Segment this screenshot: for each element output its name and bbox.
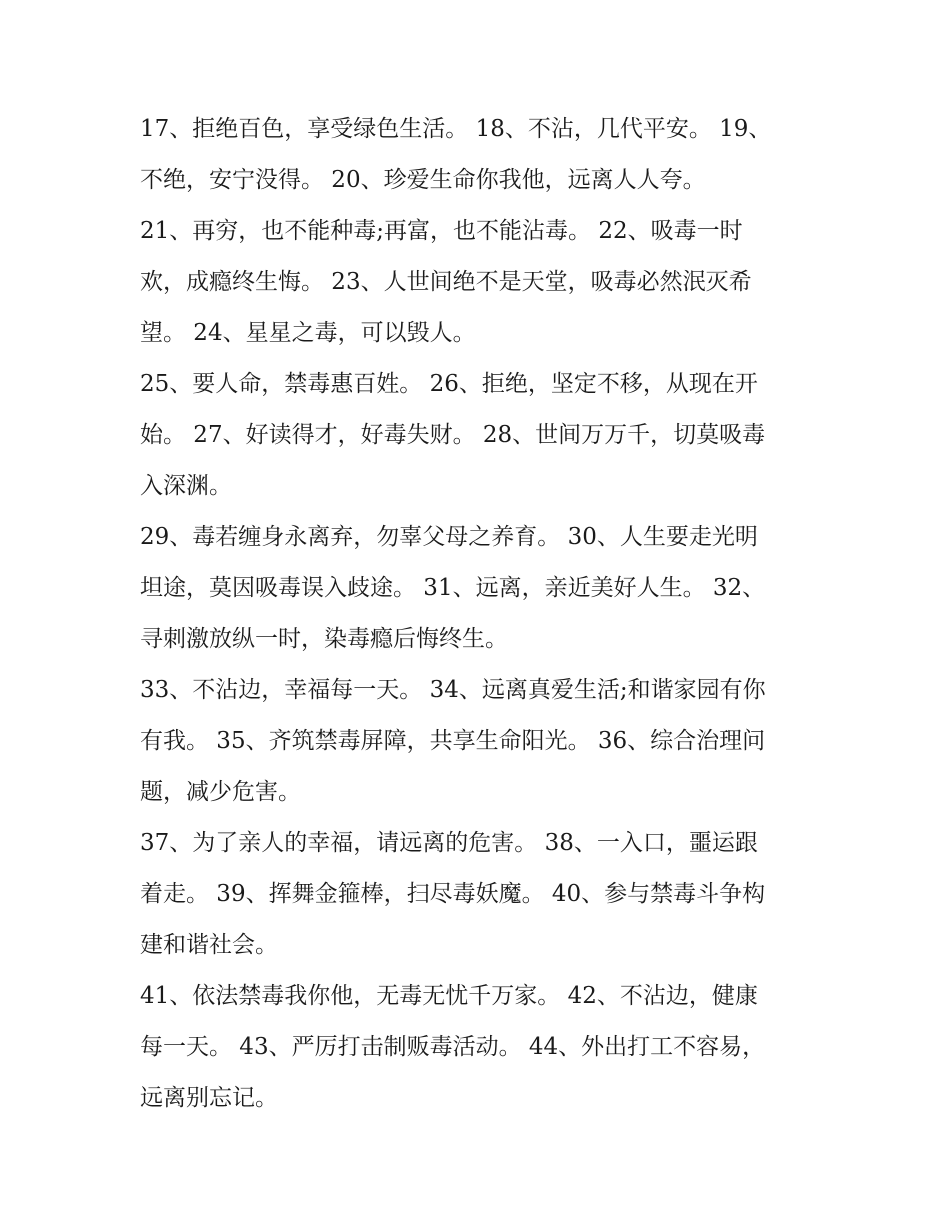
slogan-text-block <box>140 104 810 1124</box>
text-line: 有我。 35、齐筑禁毒屏障，共享生命阳光。 36、综合治理问 <box>140 728 766 754</box>
text-line: 题，减少危害。 <box>140 779 301 805</box>
text-line: 始。 27、好读得才，好毒失财。 28、世间万万千，切莫吸毒 <box>140 422 766 448</box>
text-line: 每一天。 43、严厉打击制贩毒活动。 44、外出打工不容易， <box>140 1034 766 1060</box>
text-line: 建和谐社会。 <box>140 932 278 958</box>
text-line: 37、为了亲人的幸福，请远离的危害。 38、一入口，噩运跟 <box>140 830 758 856</box>
text-line: 17、拒绝百色，享受绿色生活。 18、不沾，几代平安。 19、 <box>140 116 772 142</box>
text-line: 29、毒若缠身永离弃，勿辜父母之养育。 30、人生要走光明 <box>140 524 758 550</box>
text-line: 着走。 39、挥舞金箍棒，扫尽毒妖魔。 40、参与禁毒斗争构 <box>140 881 766 907</box>
text-line: 坦途，莫因吸毒误入歧途。 31、远离，亲近美好人生。 32、 <box>140 575 766 601</box>
text-line: 入深渊。 <box>140 473 232 499</box>
text-line: 33、不沾边，幸福每一天。 34、远离真爱生活;和谐家园有你 <box>140 677 766 703</box>
text-line: 望。 24、星星之毒，可以毁人。 <box>140 320 476 346</box>
text-line: 41、依法禁毒我你他，无毒无忧千万家。 42、不沾边，健康 <box>140 983 758 1009</box>
text-line: 25、要人命，禁毒惠百姓。 26、拒绝，坚定不移，从现在开 <box>140 371 758 397</box>
text-line: 21、再穷，也不能种毒;再富，也不能沾毒。 22、吸毒一时 <box>140 218 743 244</box>
text-line: 寻刺激放纵一时，染毒瘾后悔终生。 <box>140 626 508 652</box>
text-line: 不绝，安宁没得。 20、珍爱生命你我他，远离人人夸。 <box>140 167 706 193</box>
text-line: 远离别忘记。 <box>140 1085 278 1111</box>
text-line: 欢，成瘾终生悔。 23、人世间绝不是天堂，吸毒必然泯灭希 <box>140 269 752 295</box>
